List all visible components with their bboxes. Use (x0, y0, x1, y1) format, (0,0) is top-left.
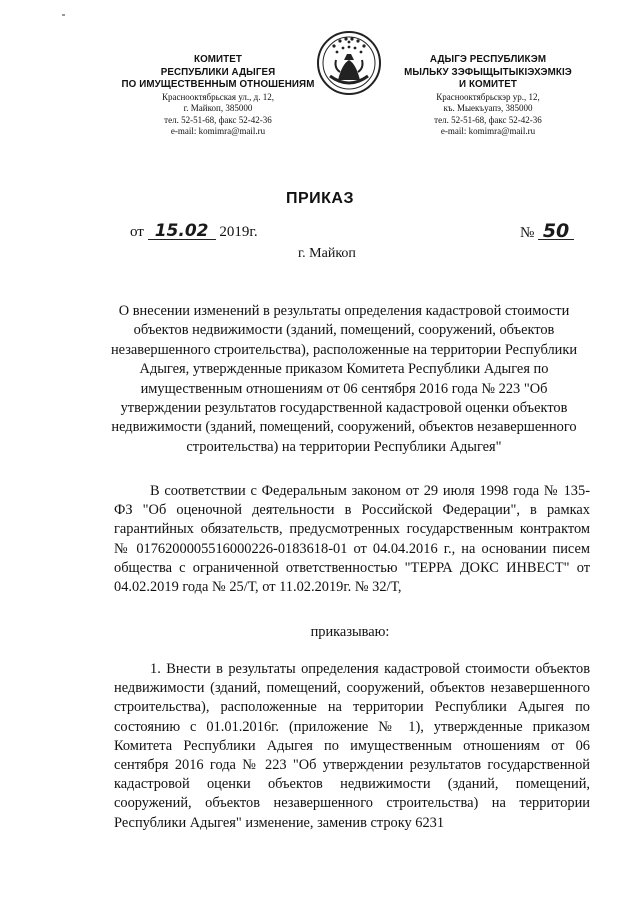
header-left (112, 54, 324, 138)
order-word: приказываю: (310, 624, 390, 640)
scan-speck (62, 14, 65, 16)
header-left-city: г. Майкоп, 385000 (183, 103, 253, 113)
header-right-title-2: МЫЛЬКУ ЗЭФЫЩЫТЫКІЭХЭМКІЭ (404, 66, 572, 78)
header-left-phone: тел. 52-51-68, факс 52-42-36 (164, 114, 272, 125)
order-date-prefix: от (130, 224, 144, 240)
header-right-city: къ. Мыекъуапэ, 385000 (443, 103, 533, 113)
header-right-title-1: АДЫГЭ РЕСПУБЛИКЭМ (429, 54, 547, 65)
order-date-suffix: 2019г. (219, 224, 258, 240)
header-left-address: Краснооктябрьская ул., д. 12, (162, 91, 274, 102)
order-subject: О внесении изменений в результаты определения кадастровой стоимости объектов недвижимости (зданий, помещений, сооружений, объектов незавершенного строительства), расположенные на территории Республики Адыгея, утвержденные приказом Комитета Республики Адыгея по имущественным отношениям от 06 сентября 2016 года № 223 "Об утверждении результатов государственной кадастровой оценки объектов недвижимости (зданий, помещений, сооружений, объектов незавершенного строительства) на территории Республики Адыгея" (110, 303, 578, 455)
header-right-address: Краснооктябрьскэр ур., 12, (436, 91, 540, 102)
order-date-handwritten: 15.02 (148, 223, 216, 240)
order-preamble: В соответствии с Федеральным законом от 29 июля 1998 года № 135-ФЗ "Об оценочной деятельности в Российской Федерации", в рамках гарантийных обязательств, предусмотренных государственным контрактом № 0176200005516000226-0183618-01 от 04.04.2016 г., на основании писем общества с ограниченной ответственностью "ТЕРРА ДОКС ИНВЕСТ" от 04.02.2019 года № 25/Т, от 11.02.2019г. № 32/Т, (114, 483, 590, 596)
order-clause-1: 1. Внести в результаты определения кадастровой стоимости объектов недвижимости (зданий, помещений, сооружений, объектов незавершенного строительства), расположенные на территории Республики Адыгея по состоянию с 01.01.2016г. (приложение № 1), утвержденные приказом Комитета Республики Адыгея по имущественным отношениям от 06 сентября 2016 года № 223 "Об утверждении результатов государственной кадастровой оценки объектов недвижимости (зданий, помещений, сооружений, объектов незавершенного строительства) на территории Республики Адыгея" изменение, заменив строку 6231 (114, 661, 590, 831)
header-left-title-2: РЕСПУБЛИКИ АДЫГЕЯ (160, 66, 276, 78)
header-left-title-1: КОМИТЕТ (193, 54, 242, 65)
header-right-title-3: И КОМИТЕТ (459, 79, 517, 90)
order-city: г. Майкоп (298, 246, 356, 261)
order-title: ПРИКАЗ (285, 190, 354, 207)
header-right (398, 54, 578, 138)
adygea-emblem-icon (316, 30, 382, 96)
header-right-phone: тел. 52-51-68, факс 52-42-36 (434, 114, 542, 125)
header-left-email: e-mail: komimra@mail.ru (170, 126, 266, 136)
header-right-email: e-mail: komimra@mail.ru (440, 126, 536, 136)
header-left-title-3: ПО ИМУЩЕСТВЕННЫМ ОТНОШЕНИЯМ (121, 79, 315, 90)
order-number-handwritten: 50 (538, 223, 574, 240)
order-date (130, 223, 258, 241)
order-number (520, 220, 574, 242)
order-number-prefix: № (520, 225, 535, 241)
